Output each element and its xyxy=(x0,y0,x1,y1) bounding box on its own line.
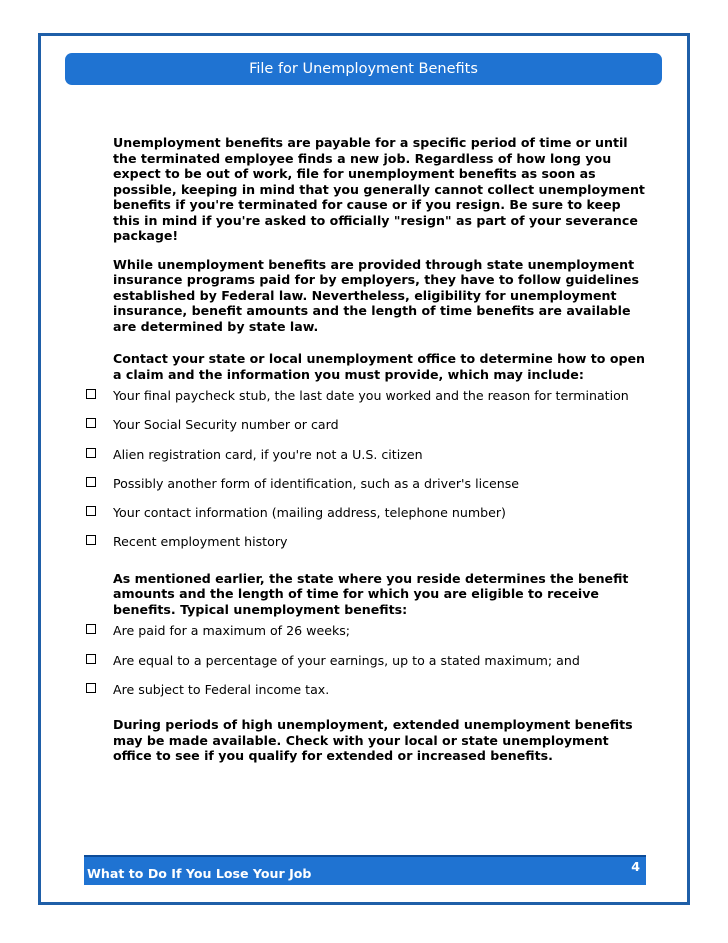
checklist-item-label: Possibly another form of identification, such as a driver's license xyxy=(113,475,520,491)
checklist-item-label: Are equal to a percentage of your earnings, up to a stated maximum; and xyxy=(113,652,580,668)
checklist-item xyxy=(86,682,646,711)
checkbox-icon[interactable] xyxy=(86,389,96,399)
checklist-item xyxy=(86,534,646,563)
checklist-item-label: Are paid for a maximum of 26 weeks; xyxy=(113,623,351,639)
page-footer xyxy=(84,855,646,885)
benefits-paragraph: As mentioned earlier, the state where you reside determines the benefit amounts and the length of time for which you are eligible to receive benefits. Typical unemployment benefits: xyxy=(113,570,629,617)
extended-benefits-paragraph: During periods of high unemployment, extended unemployment benefits may be made available. Check with your local or state unemployment office to see if you qualify for extended or increased benefits. xyxy=(113,717,633,764)
checkbox-icon[interactable] xyxy=(86,683,96,693)
checklist-item xyxy=(86,447,646,476)
checklist-item-label: Your Social Security number or card xyxy=(113,417,339,433)
contact-paragraph: Contact your state or local unemployment office to determine how to open a claim and the information you must provide, which may include: xyxy=(113,351,646,382)
checkbox-icon[interactable] xyxy=(86,418,96,428)
eligibility-paragraph: While unemployment benefits are provided through state unemployment insurance programs paid for by employers, they have to follow guidelines established by Federal law. Nevertheless, eligibility for unemployment insurance, benefit amounts and the length of time benefits are available are determined by state law. xyxy=(113,256,639,334)
section-header xyxy=(65,53,662,85)
checklist-item-label: Alien registration card, if you're not a U.S. citizen xyxy=(113,446,423,462)
checklist-item xyxy=(86,388,646,417)
checkbox-icon[interactable] xyxy=(86,624,96,634)
checkbox-icon[interactable] xyxy=(86,506,96,516)
footer-title: What to Do If You Lose Your Job xyxy=(87,866,312,881)
checklist-item-label: Are subject to Federal income tax. xyxy=(113,681,330,697)
checklist-item xyxy=(86,417,646,446)
typical-benefits-checklist xyxy=(86,623,646,711)
checklist-item-label: Your final paycheck stub, the last date you worked and the reason for termination xyxy=(113,388,629,403)
checklist-item xyxy=(86,476,646,505)
section-title: File for Unemployment Benefits xyxy=(249,61,478,77)
checklist-item xyxy=(86,623,646,652)
checkbox-icon[interactable] xyxy=(86,448,96,458)
checkbox-icon[interactable] xyxy=(86,654,96,664)
checklist-item xyxy=(86,505,646,534)
checkbox-icon[interactable] xyxy=(86,535,96,545)
checklist-item-label: Recent employment history xyxy=(113,534,288,550)
checklist-item-label: Your contact information (mailing address, telephone number) xyxy=(113,505,506,521)
checkbox-icon[interactable] xyxy=(86,477,96,487)
document-body xyxy=(86,135,646,764)
required-info-checklist xyxy=(86,388,646,564)
page-number: 4 xyxy=(631,859,640,874)
intro-paragraph: Unemployment benefits are payable for a specific period of time or until the terminated employee finds a new job. Regardless of how long you expect to be out of work, file for unemployment benefits as soon as possible, keeping in mind that you generally cannot collect unemployment benefits if you're terminated for cause or if you resign. Be sure to keep this in mind if you're asked to officially "resign" as part of your severance package! xyxy=(113,135,645,243)
checklist-item xyxy=(86,653,646,682)
